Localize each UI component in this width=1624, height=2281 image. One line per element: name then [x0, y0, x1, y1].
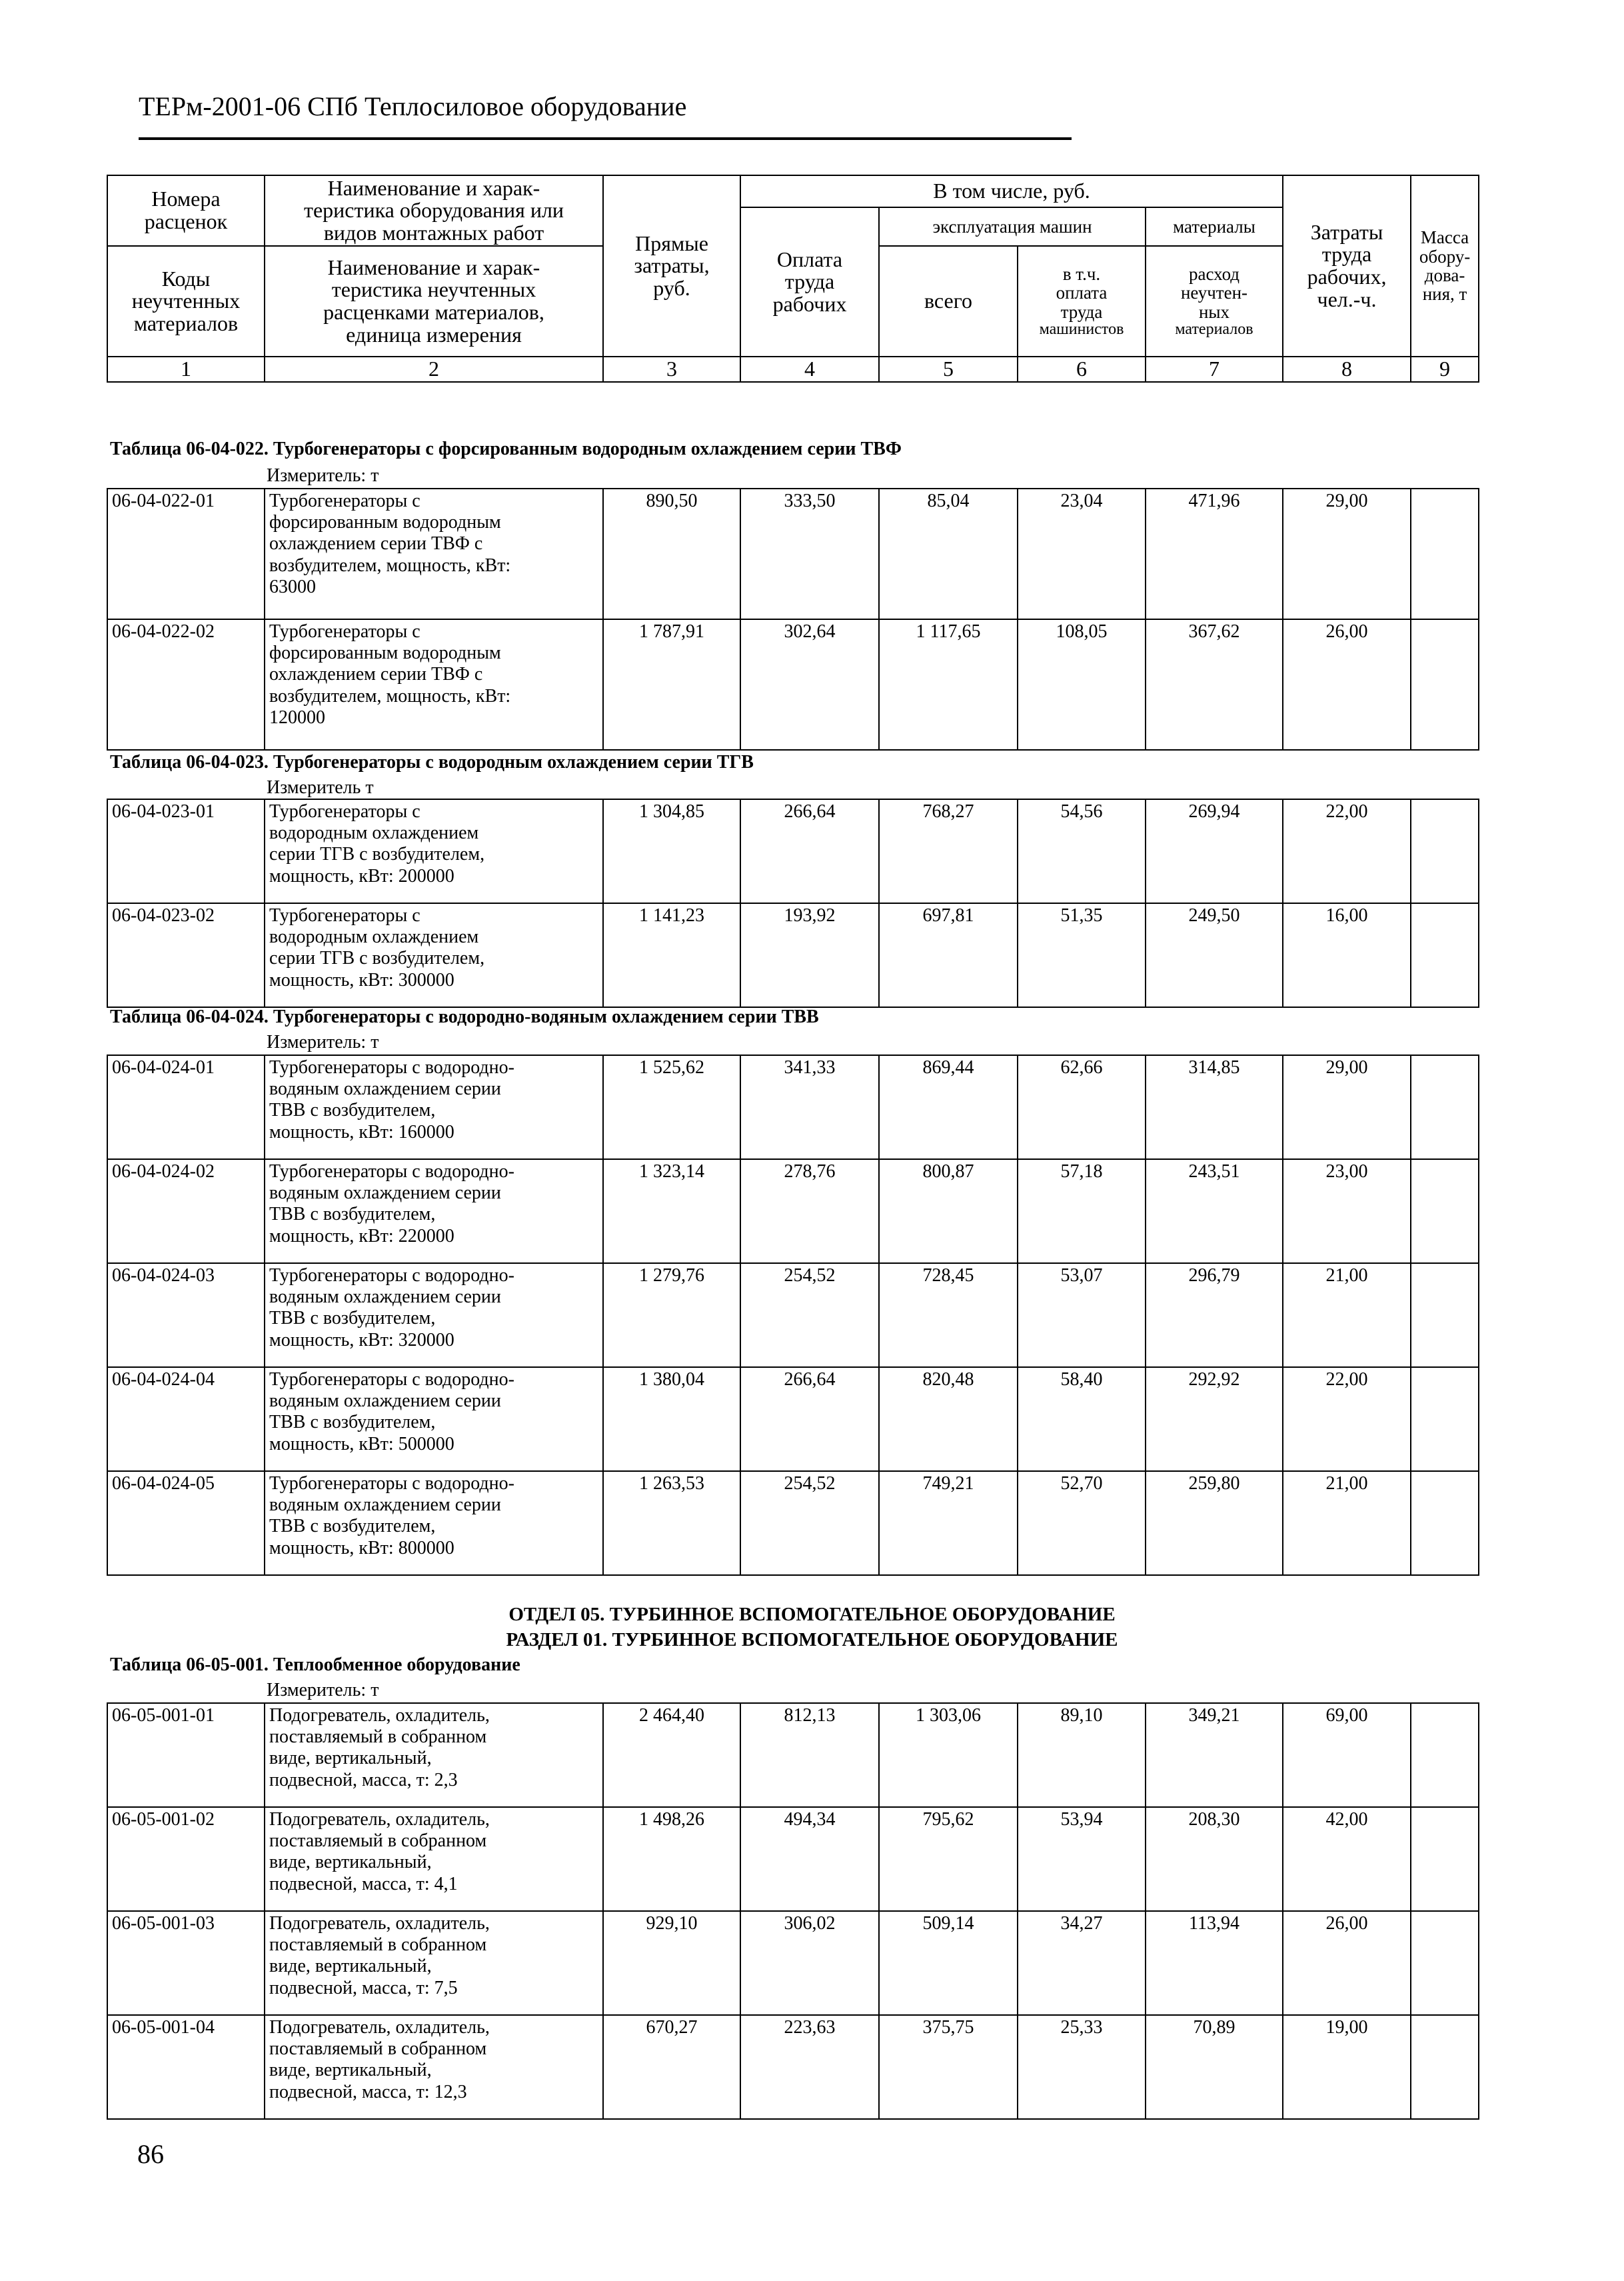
rate-code: 06-05-001-04 [107, 2015, 265, 2119]
worker-pay: 278,76 [740, 1159, 879, 1263]
item-name: Турбогенераторы с форсированным водородным охлаждением серии ТВФ с возбудителем, мощность, кВт: 120000 [265, 619, 603, 750]
machines-total: 820,48 [879, 1367, 1018, 1471]
rate-code: 06-04-023-01 [107, 799, 265, 903]
rate-code: 06-04-024-05 [107, 1471, 265, 1575]
materials-cost: 208,30 [1146, 1807, 1283, 1911]
equipment-mass [1411, 799, 1479, 903]
labor-hours: 42,00 [1283, 1807, 1411, 1911]
materials-cost: 292,92 [1146, 1367, 1283, 1471]
rate-code: 06-04-022-02 [107, 619, 265, 750]
machines-total: 768,27 [879, 799, 1018, 903]
item-name: Подогреватель, охладитель, поставляемый в собранном виде, вертикальный, подвесной, масса, т: 4,1 [265, 1807, 603, 1911]
labor-hours: 21,00 [1283, 1471, 1411, 1575]
direct-cost: 929,10 [603, 1911, 740, 2015]
direct-cost: 1 498,26 [603, 1807, 740, 1911]
direct-cost: 1 263,53 [603, 1471, 740, 1575]
worker-pay: 333,50 [740, 489, 879, 619]
direct-cost: 1 304,85 [603, 799, 740, 903]
equipment-mass [1411, 1807, 1479, 1911]
col-machines-header: эксплуатация машин [879, 207, 1146, 246]
rate-code: 06-04-024-02 [107, 1159, 265, 1263]
table-row [107, 489, 1479, 619]
machines-total: 728,45 [879, 1263, 1018, 1367]
rate-code: 06-04-024-04 [107, 1367, 265, 1471]
worker-pay: 306,02 [740, 1911, 879, 2015]
rates-table [107, 1055, 1479, 1576]
machinist-pay: 53,94 [1018, 1807, 1146, 1911]
direct-cost: 1 525,62 [603, 1055, 740, 1159]
machines-total: 375,75 [879, 2015, 1018, 2119]
col-name-header: Наименование и харак- теристика оборудования или видов монтажных работ [265, 175, 603, 246]
column-header-table [107, 175, 1479, 383]
equipment-mass [1411, 489, 1479, 619]
materials-cost: 70,89 [1146, 2015, 1283, 2119]
table-row [107, 1055, 1479, 1159]
col-direct-cost-header: Прямые затраты, руб. [603, 175, 740, 357]
machines-total: 1 303,06 [879, 1703, 1018, 1807]
machinist-pay: 54,56 [1018, 799, 1146, 903]
direct-cost: 1 279,76 [603, 1263, 740, 1367]
machines-total: 869,44 [879, 1055, 1018, 1159]
direct-cost: 1 787,91 [603, 619, 740, 750]
table-row [107, 903, 1479, 1007]
machinist-pay: 52,70 [1018, 1471, 1146, 1575]
machines-total: 509,14 [879, 1911, 1018, 2015]
col-worker-pay-header: Оплата труда рабочих [740, 207, 879, 357]
item-name: Подогреватель, охладитель, поставляемый в собранном виде, вертикальный, подвесной, масса, т: 7,5 [265, 1911, 603, 2015]
rates-table [107, 488, 1479, 751]
materials-cost: 249,50 [1146, 903, 1283, 1007]
materials-cost: 471,96 [1146, 489, 1283, 619]
table-title: Таблица 06-04-022. Турбогенераторы с форсированным водородным охлаждением серии ТВФ [110, 439, 902, 459]
table-row [107, 619, 1479, 750]
table-row [107, 2015, 1479, 2119]
table-row [107, 799, 1479, 903]
labor-hours: 16,00 [1283, 903, 1411, 1007]
table-row [107, 1703, 1479, 1807]
worker-pay: 254,52 [740, 1263, 879, 1367]
rate-code: 06-04-024-03 [107, 1263, 265, 1367]
col-unaccounted-materials-header: расход неучтен- ных материалов [1146, 246, 1283, 357]
labor-hours: 19,00 [1283, 2015, 1411, 2119]
item-name: Турбогенераторы с водородно- водяным охлаждением серии ТВВ с возбудителем, мощность, кВт: 500000 [265, 1367, 603, 1471]
measure-unit: Измеритель: т [267, 1680, 379, 1700]
page-number: 86 [137, 2139, 164, 2169]
machines-total: 749,21 [879, 1471, 1018, 1575]
column-number-row: 1 2 3 4 5 6 7 8 9 [107, 357, 1479, 382]
worker-pay: 254,52 [740, 1471, 879, 1575]
col-material-codes-header: Коды неучтенных материалов [107, 246, 265, 357]
rate-code: 06-05-001-02 [107, 1807, 265, 1911]
col-labor-hours-header: Затраты труда рабочих, чел.-ч. [1283, 175, 1411, 357]
equipment-mass [1411, 1159, 1479, 1263]
equipment-mass [1411, 1703, 1479, 1807]
table-row [107, 1263, 1479, 1367]
labor-hours: 29,00 [1283, 1055, 1411, 1159]
direct-cost: 1 141,23 [603, 903, 740, 1007]
labor-hours: 23,00 [1283, 1159, 1411, 1263]
equipment-mass [1411, 619, 1479, 750]
direct-cost: 1 323,14 [603, 1159, 740, 1263]
measure-unit: Измеритель: т [267, 1032, 379, 1053]
item-name: Турбогенераторы с водородным охлаждением серии ТГВ с возбудителем, мощность, кВт: 200000 [265, 799, 603, 903]
labor-hours: 26,00 [1283, 619, 1411, 750]
labor-hours: 26,00 [1283, 1911, 1411, 2015]
rates-table [107, 799, 1479, 1008]
machines-total: 697,81 [879, 903, 1018, 1007]
worker-pay: 223,63 [740, 2015, 879, 2119]
machinist-pay: 25,33 [1018, 2015, 1146, 2119]
col-materials-header: материалы [1146, 207, 1283, 246]
rate-code: 06-04-024-01 [107, 1055, 265, 1159]
machines-total: 85,04 [879, 489, 1018, 619]
machinist-pay: 62,66 [1018, 1055, 1146, 1159]
col-group-header: В том числе, руб. [740, 175, 1283, 207]
materials-cost: 243,51 [1146, 1159, 1283, 1263]
table-title: Таблица 06-04-024. Турбогенераторы с водородно-водяным охлаждением серии ТВВ [110, 1007, 819, 1027]
table-row [107, 1471, 1479, 1575]
col-machinist-pay-header: в т.ч. оплата труда машинистов [1018, 246, 1146, 357]
equipment-mass [1411, 1055, 1479, 1159]
machinist-pay: 57,18 [1018, 1159, 1146, 1263]
department-heading: ОТДЕЛ 05. ТУРБИННОЕ ВСПОМОГАТЕЛЬНОЕ ОБОРУДОВАНИЕ [508, 1604, 1116, 1625]
col-rate-number-header: Номера расценок [107, 175, 265, 246]
item-name: Подогреватель, охладитель, поставляемый в собранном виде, вертикальный, подвесной, масса, т: 2,3 [265, 1703, 603, 1807]
item-name: Турбогенераторы с форсированным водородным охлаждением серии ТВФ с возбудителем, мощность, кВт: 63000 [265, 489, 603, 619]
materials-cost: 367,62 [1146, 619, 1283, 750]
labor-hours: 22,00 [1283, 1367, 1411, 1471]
measure-unit: Измеритель т [267, 777, 374, 798]
machinist-pay: 89,10 [1018, 1703, 1146, 1807]
rate-code: 06-05-001-01 [107, 1703, 265, 1807]
materials-cost: 259,80 [1146, 1471, 1283, 1575]
equipment-mass [1411, 1367, 1479, 1471]
rate-code: 06-04-022-01 [107, 489, 265, 619]
labor-hours: 22,00 [1283, 799, 1411, 903]
labor-hours: 29,00 [1283, 489, 1411, 619]
machines-total: 1 117,65 [879, 619, 1018, 750]
table-row [107, 1911, 1479, 2015]
machinist-pay: 23,04 [1018, 489, 1146, 619]
equipment-mass [1411, 1263, 1479, 1367]
page-header-title: ТЕРм-2001-06 СПб Теплосиловое оборудование [139, 91, 687, 121]
rate-code: 06-05-001-03 [107, 1911, 265, 2015]
machines-total: 800,87 [879, 1159, 1018, 1263]
labor-hours: 69,00 [1283, 1703, 1411, 1807]
materials-cost: 296,79 [1146, 1263, 1283, 1367]
materials-cost: 314,85 [1146, 1055, 1283, 1159]
equipment-mass [1411, 1471, 1479, 1575]
machinist-pay: 34,27 [1018, 1911, 1146, 2015]
machinist-pay: 53,07 [1018, 1263, 1146, 1367]
col-machines-total-header: всего [879, 246, 1018, 357]
equipment-mass [1411, 2015, 1479, 2119]
materials-cost: 269,94 [1146, 799, 1283, 903]
item-name: Турбогенераторы с водородно- водяным охлаждением серии ТВВ с возбудителем, мощность, кВт: 220000 [265, 1159, 603, 1263]
direct-cost: 890,50 [603, 489, 740, 619]
worker-pay: 302,64 [740, 619, 879, 750]
header-rule [139, 137, 1072, 140]
item-name: Турбогенераторы с водородным охлаждением серии ТГВ с возбудителем, мощность, кВт: 300000 [265, 903, 603, 1007]
machines-total: 795,62 [879, 1807, 1018, 1911]
labor-hours: 21,00 [1283, 1263, 1411, 1367]
section-heading: РАЗДЕЛ 01. ТУРБИННОЕ ВСПОМОГАТЕЛЬНОЕ ОБОРУДОВАНИЕ [506, 1629, 1118, 1650]
machinist-pay: 51,35 [1018, 903, 1146, 1007]
item-name: Подогреватель, охладитель, поставляемый в собранном виде, вертикальный, подвесной, масса, т: 12,3 [265, 2015, 603, 2119]
item-name: Турбогенераторы с водородно- водяным охлаждением серии ТВВ с возбудителем, мощность, кВт: 320000 [265, 1263, 603, 1367]
equipment-mass [1411, 903, 1479, 1007]
table-row [107, 1159, 1479, 1263]
equipment-mass [1411, 1911, 1479, 2015]
table-title: Таблица 06-05-001. Теплообменное оборудование [110, 1654, 520, 1675]
worker-pay: 193,92 [740, 903, 879, 1007]
materials-cost: 349,21 [1146, 1703, 1283, 1807]
rates-table [107, 1702, 1479, 2120]
table-title: Таблица 06-04-023. Турбогенераторы с водородным охлаждением серии ТГВ [110, 752, 754, 773]
table-row [107, 1807, 1479, 1911]
worker-pay: 812,13 [740, 1703, 879, 1807]
rate-code: 06-04-023-02 [107, 903, 265, 1007]
worker-pay: 266,64 [740, 799, 879, 903]
materials-cost: 113,94 [1146, 1911, 1283, 2015]
worker-pay: 266,64 [740, 1367, 879, 1471]
machinist-pay: 58,40 [1018, 1367, 1146, 1471]
measure-unit: Измеритель: т [267, 465, 379, 486]
col-material-names-header: Наименование и харак- теристика неучтенных расценками материалов, единица измерения [265, 246, 603, 357]
worker-pay: 341,33 [740, 1055, 879, 1159]
machinist-pay: 108,05 [1018, 619, 1146, 750]
direct-cost: 670,27 [603, 2015, 740, 2119]
col-mass-header: Масса обору- дова- ния, т [1411, 175, 1479, 357]
item-name: Турбогенераторы с водородно- водяным охлаждением серии ТВВ с возбудителем, мощность, кВт: 160000 [265, 1055, 603, 1159]
direct-cost: 1 380,04 [603, 1367, 740, 1471]
worker-pay: 494,34 [740, 1807, 879, 1911]
item-name: Турбогенераторы с водородно- водяным охлаждением серии ТВВ с возбудителем, мощность, кВт: 800000 [265, 1471, 603, 1575]
table-row [107, 1367, 1479, 1471]
direct-cost: 2 464,40 [603, 1703, 740, 1807]
